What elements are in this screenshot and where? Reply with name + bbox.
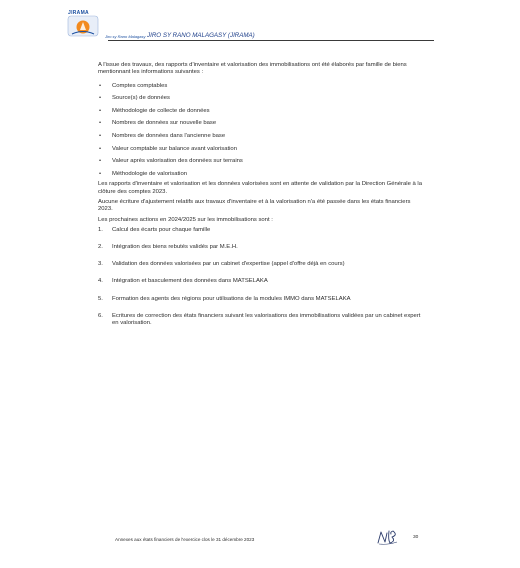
item-number: 1. bbox=[98, 226, 103, 233]
list-item bbox=[98, 258, 426, 275]
logo-subtitle: Jiro sy Rano Malagasy bbox=[105, 34, 146, 39]
list-item: • Valeur comptable sur balance avant valorisation bbox=[98, 143, 426, 156]
list-item: • Source(s) de données bbox=[98, 92, 426, 105]
item-text: Intégration des biens rebutés validés par M.E.H. bbox=[112, 244, 238, 251]
item-number: 3. bbox=[98, 261, 103, 268]
item-number: 2. bbox=[98, 244, 103, 251]
company-name: JIRO SY RANO MALAGASY (JIRAMA) bbox=[147, 32, 255, 39]
list-item: • Méthodologie de valorisation bbox=[98, 168, 426, 181]
adjustment-paragraph: Aucune écriture d'ajustement relatifs aux travaux d'inventaire et à la valorisation n'a été passée dans les états financiers 2023. bbox=[98, 198, 411, 213]
item-number: 4. bbox=[98, 278, 103, 285]
info-bullet-list bbox=[98, 80, 426, 181]
item-text: Intégration et basculement des données dans MATSELAKA bbox=[112, 278, 268, 285]
list-item bbox=[98, 310, 426, 328]
list-item: • Méthodologie de collecte de données bbox=[98, 105, 426, 118]
logo-wordmark: JIRAMA bbox=[68, 10, 89, 16]
document-body bbox=[98, 62, 426, 327]
item-text: Formation des agents des régions pour utilisations de la modules IMMO dans MATSELAKA bbox=[112, 295, 351, 302]
list-item bbox=[98, 293, 426, 310]
footer-caption: Annexes aux états financiers de l'exercice clos le 31 décembre 2023 bbox=[115, 537, 255, 542]
list-item: • Nombres de données dans l'ancienne base bbox=[98, 130, 426, 143]
next-actions-intro: Les prochaines actions en 2024/2025 sur les immobilisations sont : bbox=[98, 216, 273, 223]
list-item: • Nombres de données sur nouvelle base bbox=[98, 117, 426, 130]
item-text: Calcul des écarts pour chaque famille bbox=[112, 226, 211, 233]
list-item: • Comptes comptables bbox=[98, 80, 426, 93]
next-actions-list bbox=[98, 224, 426, 328]
status-paragraph: Les rapports d'inventaire et valorisation et les données valorisées sont en attente de validation par la Direction Générale à la clôture des comptes 2023. bbox=[98, 181, 422, 195]
list-item bbox=[98, 241, 426, 258]
item-number: 5. bbox=[98, 295, 103, 302]
list-item bbox=[98, 224, 426, 241]
item-number: 6. bbox=[98, 312, 103, 319]
header-rule bbox=[108, 40, 434, 41]
initials-signature bbox=[376, 528, 400, 546]
item-text: Ecritures de correction des états financiers suivant les valorisations des immobilisations validées par un cabinet expert en valorisation. bbox=[112, 312, 421, 327]
list-item: • Valeur après valorisation des données sur terrains bbox=[98, 155, 426, 168]
list-item bbox=[98, 275, 426, 292]
item-text: Validation des données valorisées par un cabinet d'expertise (appel d'offre déjà en cours) bbox=[112, 261, 345, 268]
intro-paragraph: A l'issue des travaux, des rapports d'inventaire et valorisation des immobilisations ont été élaborés par famille de biens mentionnant les informations suivantes : bbox=[98, 62, 407, 76]
page-number: 30 bbox=[413, 535, 419, 540]
